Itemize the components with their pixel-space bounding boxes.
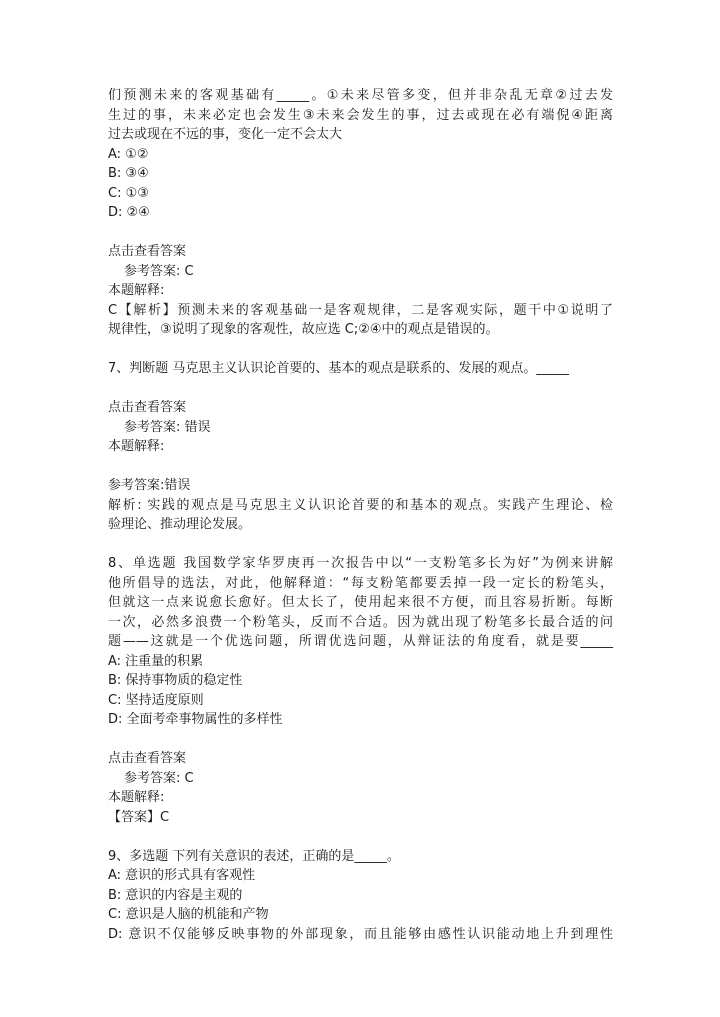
question-9: [108, 847, 613, 945]
option-c: C: ①③: [108, 185, 149, 201]
explanation-line: 规律性，③说明了现象的客观性，故应选 C;②④中的观点是错误的。: [108, 322, 499, 337]
question-8: [108, 554, 613, 827]
option-b: B: 意识的内容是主观的: [108, 887, 243, 903]
explanation-label: 本题解释:: [108, 283, 165, 298]
document-page: [108, 86, 613, 944]
option-d: D: 意识不仅能够反映事物的外部现象，而且能够由感性认识能动地上升到理性: [108, 926, 613, 942]
option-a: A: ①②: [108, 146, 149, 162]
reference-answer: 参考答案: C: [124, 263, 194, 279]
explanation-line: 解析: 实践的观点是马克思主义认识论首要的和基本的观点。实践产生理论、检: [108, 497, 613, 513]
explanation-label: 本题解释:: [108, 439, 165, 454]
question-stem-line: 他所倡导的选法，对此，他解释道：“每支粉笔都要丢掉一段一定长的粉笔头，: [108, 575, 613, 591]
option-c: C: 意识是人脑的机能和产物: [108, 907, 269, 922]
option-d: D: ②④: [108, 205, 150, 220]
reference-answer: 参考答案: 错误: [124, 419, 211, 435]
answer-line: 参考答案:错误: [108, 478, 191, 493]
question-stem: 9、多选题 下列有关意识的表述，正确的是_____。: [108, 848, 400, 864]
option-b: B: 保持事物质的稳定性: [108, 673, 243, 688]
view-answer-link[interactable]: 点击查看答案: [108, 400, 187, 415]
question-stem-line: 们预测未来的客观基础有_____。①未来尽管多变，但并非杂乱无章②过去发: [108, 88, 613, 103]
option-a: A: 意识的形式具有客观性: [108, 868, 256, 883]
question-stem-line: 生过的事，未来必定也会发生③未来会发生的事，过去或现在必有端倪④距离: [108, 107, 613, 123]
option-d: D: 全面考牵事物属性的多样性: [108, 712, 283, 727]
question-stem-line: 8、单选题 我国数学家华罗庚再一次报告中以“一支粉笔多长为好”为例来讲解: [108, 556, 613, 571]
reference-answer: 参考答案: C: [124, 770, 194, 786]
question-stem-line: 题——这就是一个优选问题，所谓优选问题，从辩证法的角度看，就是要_____: [108, 634, 613, 649]
option-b: B: ③④: [108, 166, 149, 181]
explanation-line: 验理论、推动理论发展。: [108, 517, 252, 532]
question-stem-line: 一次，必然多浪费一个粉笔头，反而不合适。因为就出现了粉笔多长最合适的问: [108, 614, 613, 630]
question-stem: 7、判断题 马克思主义认识论首要的、基本的观点是联系的、发展的观点。_____: [108, 361, 569, 376]
answer-line: 【答案】C: [108, 809, 170, 825]
view-answer-link[interactable]: 点击查看答案: [108, 751, 187, 766]
explanation-label: 本题解释:: [108, 790, 165, 805]
explanation-line: C【解析】预测未来的客观基础一是客观规律，二是客观实际，题干中①说明了: [108, 302, 613, 318]
question-stem-line: 过去或现在不远的事，变化一定不会太大: [108, 127, 343, 142]
view-answer-link[interactable]: 点击查看答案: [108, 244, 187, 259]
option-c: C: 坚持适度原则: [108, 692, 204, 708]
question-7: [108, 359, 613, 535]
option-a: A: 注重量的积累: [108, 653, 204, 669]
question-stem-line: 但就这一点来说愈长愈好。但太长了，使用起来很不方便，而且容易折断。每断: [108, 595, 613, 610]
question-6: [108, 86, 613, 340]
